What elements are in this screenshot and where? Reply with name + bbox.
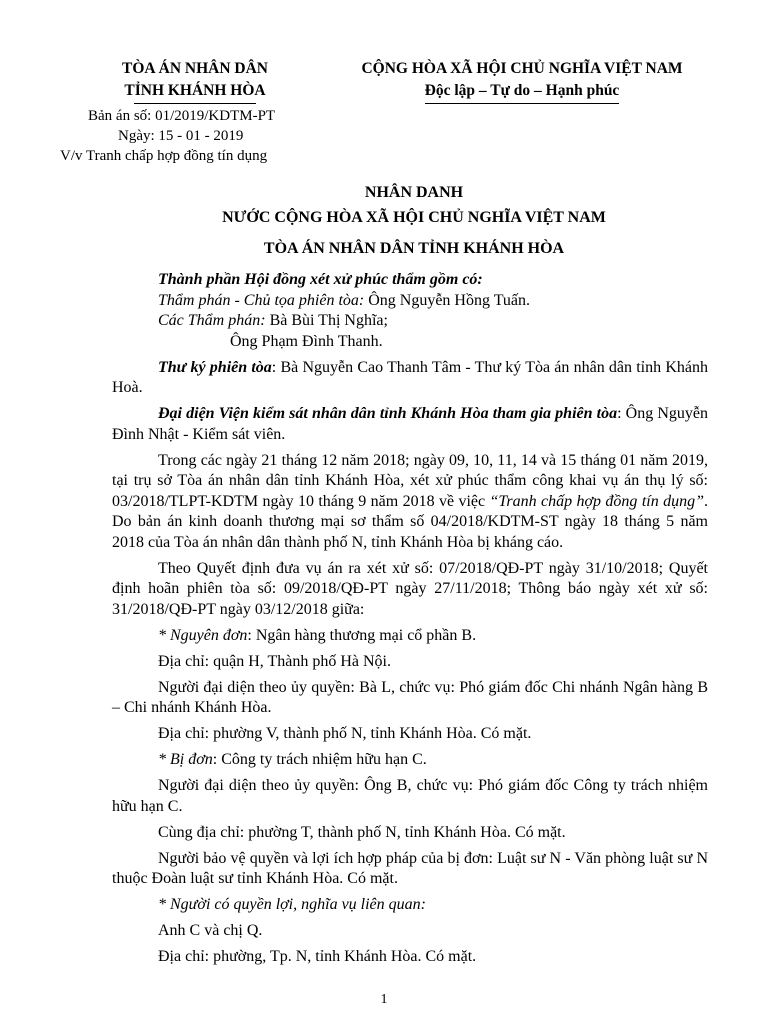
case-subject: V/v Tranh chấp hợp đồng tín dụng — [60, 148, 268, 164]
plaintiff-text: : Ngân hàng thương mại cổ phần B. — [247, 626, 477, 644]
plaintiff-address: Địa chỉ: quận H, Thành phố Hà Nội. — [158, 652, 391, 670]
defendant-representative: Người đại diện theo ủy quyền: Ông B, chức vụ: Phó giám đốc Công ty trách nhiệm hữu hạn C. — [112, 777, 708, 815]
judge-1: Bà Bùi Thị Nghĩa; — [265, 312, 388, 329]
presiding-name: Ông Nguyễn Hồng Tuấn. — [364, 291, 531, 309]
decision-paragraph: Theo Quyết định đưa vụ án ra xét xử số: 07/2018/QĐ-PT ngày 31/10/2018; Quyết định hoãn phiên tòa số: 09/2018/QĐ-PT ngày 27/11/2018; Thông báo ngày xét xử số: 31/2018/QĐ-PT ngày 03/12/2018 giữa: — [112, 559, 708, 618]
clerk-label: Thư ký phiên tòa — [158, 358, 272, 376]
hearing-paragraph: Trong các ngày 21 tháng 12 năm 2018; ngày 09, 10, 11, 14 và 15 tháng 01 năm 2019, tại trụ sở Tòa án nhân dân tỉnh Khánh Hòa, xét xử phúc thẩm công khai vụ án thụ lý số: 03/2018/TLPT-KDTM ngày 10 tháng 9 năm 2018 về việc “Tranh chấp hợp đồng tín dụng”. Do bản án kinh doanh thương mại sơ thẩm số 04/2018/KDTM-ST ngày 18 tháng 5 năm 2018 của Tòa án nhân dân thành phố N, tỉnh Khánh Hòa bị kháng cáo. — [112, 451, 708, 551]
court-name-line2: TỈNH KHÁNH HÒA — [124, 82, 266, 99]
case-number: Bản án số: 01/2019/KDTM-PT — [88, 108, 276, 124]
plaintiff-paragraph — [112, 626, 708, 647]
national-header — [322, 58, 722, 104]
title-line3: TÒA ÁN NHÂN DÂN TỈNH KHÁNH HÒA — [263, 240, 565, 257]
title-line1: NHÂN DANH — [364, 184, 464, 201]
republic-title: CỘNG HÒA XÃ HỘI CHỦ NGHĨA VIỆT NAM — [361, 60, 683, 77]
defendant-text: : Công ty trách nhiệm hữu hạn C. — [212, 751, 427, 768]
related-parties-heading: * Người có quyền lợi, nghĩa vụ liên quan: — [158, 896, 426, 913]
title-line2: NƯỚC CỘNG HÒA XÃ HỘI CHỦ NGHĨA VIỆT NAM — [222, 209, 606, 226]
presiding-label: Thẩm phán - Chủ tọa phiên tòa: — [158, 291, 365, 309]
clerk-paragraph — [112, 358, 708, 399]
procuracy-paragraph — [112, 404, 708, 445]
dispute-type: “Tranh chấp hợp đồng tín dụng” — [489, 492, 704, 510]
defendant-label: * Bị đơn — [158, 751, 213, 768]
related-party-1: Anh C và chị Q. — [158, 922, 263, 939]
defendant-paragraph — [112, 750, 708, 771]
procuracy-label: Đại diện Viện kiểm sát nhân dân tỉnh Khánh Hòa tham gia phiên tòa — [158, 405, 618, 422]
page-number: 1 — [380, 992, 388, 1007]
plaintiff-representative: Người đại diện theo ủy quyền: Bà L, chức vụ: Phó giám đốc Chi nhánh Ngân hàng B – Chi nhánh Khánh Hòa. — [112, 678, 708, 716]
judges-label: Các Thẩm phán: — [158, 312, 266, 329]
court-name-line1: TÒA ÁN NHÂN DÂN — [122, 60, 268, 77]
clerk-text: : Bà Nguyễn Cao Thanh Tâm - Thư ký Tòa án nhân dân tỉnh Khánh Hoà. — [112, 358, 708, 396]
panel-heading: Thành phần Hội đồng xét xử phúc thẩm gồm có: — [158, 271, 483, 288]
procuracy-text: : Ông Nguyễn Đình Nhật - Kiểm sát viên. — [112, 405, 708, 443]
judge-2: Ông Phạm Đình Thanh. — [230, 332, 383, 350]
national-motto: Độc lập – Tự do – Hạnh phúc — [425, 80, 620, 104]
defender-paragraph: Người bảo vệ quyền và lợi ích hợp pháp của bị đơn: Luật sư N - Văn phòng luật sư N thuộc Đoàn luật sư tỉnh Khánh Hòa. Có mặt. — [112, 849, 708, 887]
case-info — [60, 106, 330, 166]
court-name-underline — [134, 103, 255, 104]
presiding-judge — [112, 291, 708, 312]
judgment-body — [112, 270, 708, 973]
judges — [112, 311, 708, 332]
plaintiff-rep-address: Địa chỉ: phường V, thành phố N, tỉnh Khánh Hòa. Có mặt. — [158, 725, 532, 742]
case-date: Ngày: 15 - 01 - 2019 — [118, 128, 244, 144]
court-header — [60, 58, 330, 102]
defendant-address: Cùng địa chỉ: phường T, thành phố N, tỉnh Khánh Hòa. Có mặt. — [158, 823, 566, 841]
related-party-1-address: Địa chỉ: phường, Tp. N, tỉnh Khánh Hòa. Có mặt. — [158, 948, 477, 965]
judgment-title — [80, 180, 748, 261]
plaintiff-label: * Nguyên đơn — [158, 626, 248, 644]
